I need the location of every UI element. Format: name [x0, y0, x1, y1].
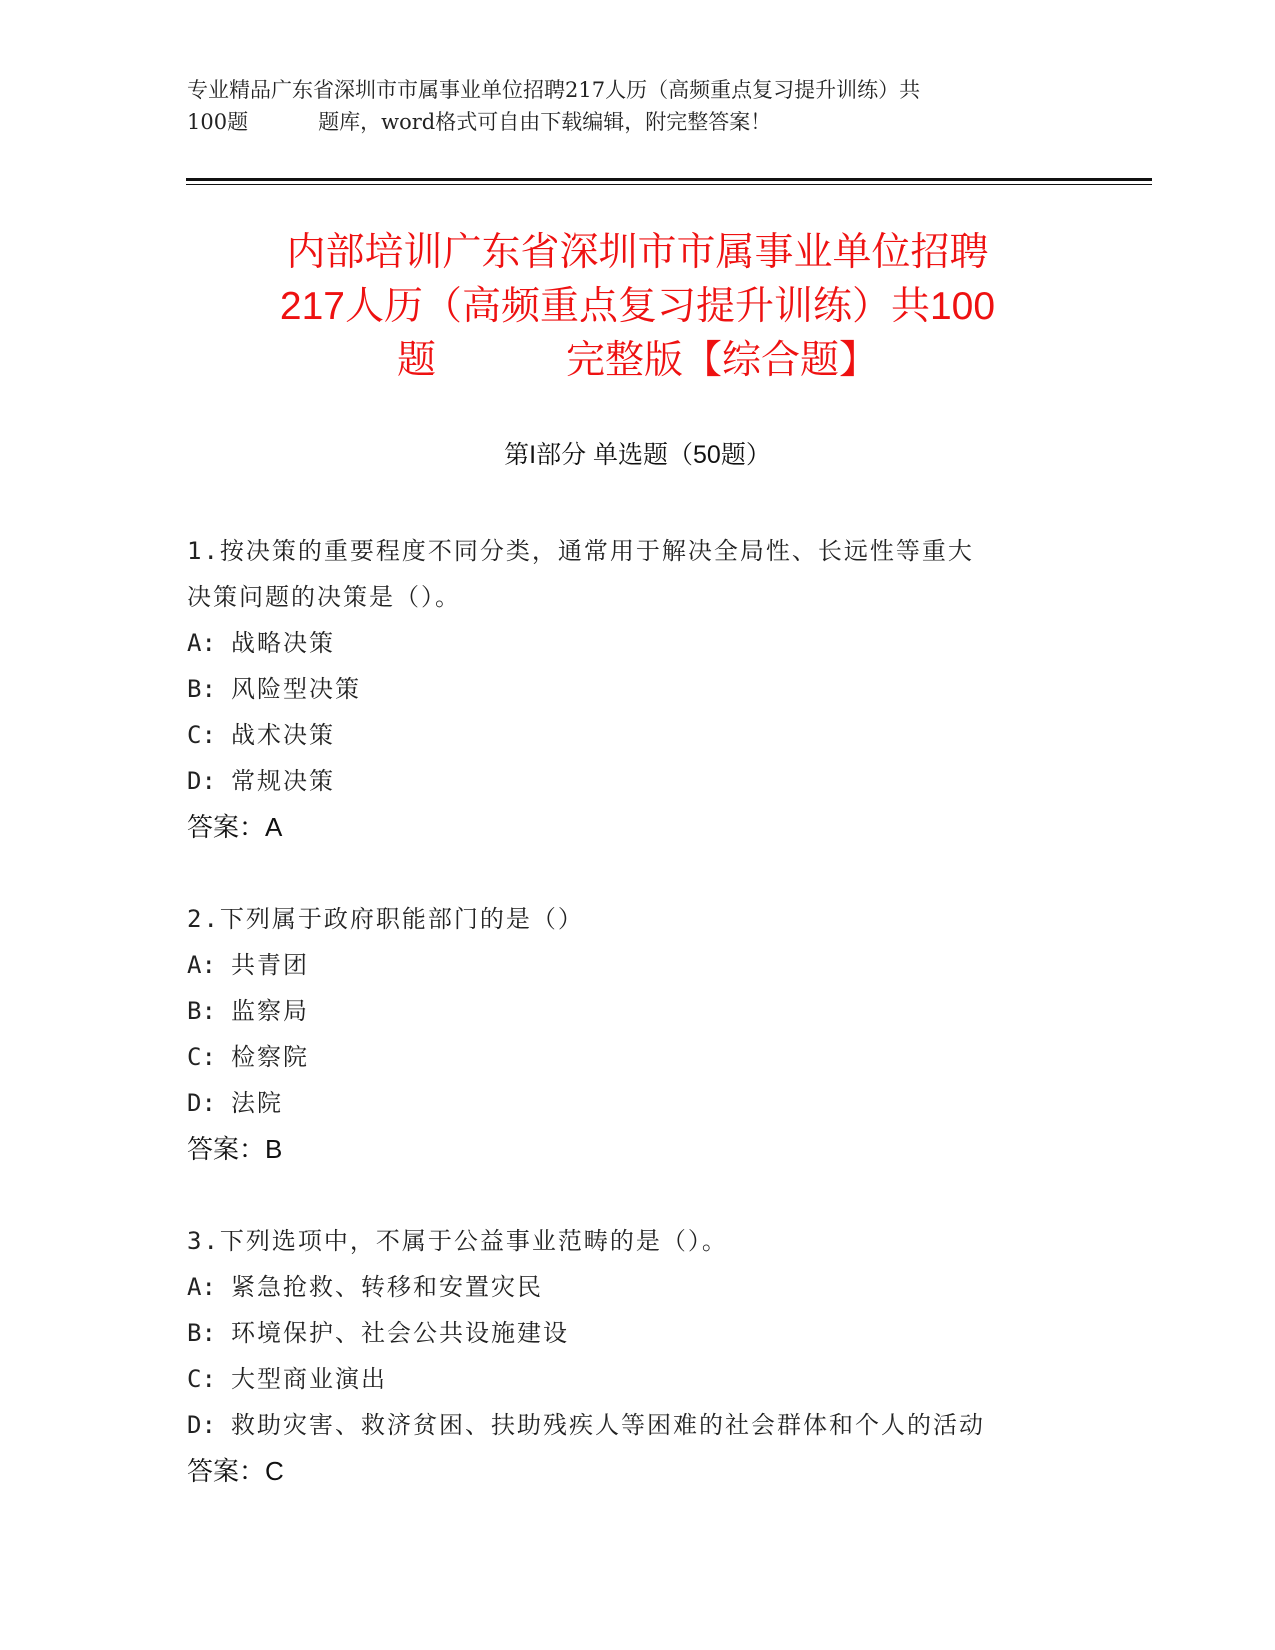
title-line-2: 217人历（高频重点复习提升训练）共100 — [279, 285, 996, 328]
option-letter: C: — [187, 1365, 216, 1393]
header-line-2-right: 题库，word格式可自由下载编辑，附完整答案！ — [318, 110, 772, 134]
option-b — [187, 666, 1087, 712]
option-c — [187, 712, 1087, 758]
answer-text: 答案：C — [187, 1456, 284, 1486]
page-header — [187, 74, 1067, 138]
header-divider-thin — [186, 184, 1152, 185]
option-letter: B: — [187, 1319, 216, 1347]
option-d — [187, 1402, 1087, 1448]
question-stem-line: 3.下列选项中，不属于公益事业范畴的是（）。 — [187, 1227, 728, 1255]
option-letter: A: — [187, 951, 216, 979]
option-text: 法院 — [231, 1089, 283, 1117]
option-text: 监察局 — [231, 997, 309, 1025]
option-a — [187, 620, 1087, 666]
title-line-3 — [150, 334, 1125, 388]
option-text: 风险型决策 — [231, 675, 361, 703]
section-heading: 第I部分 单选题（50题） — [504, 441, 771, 469]
option-c — [187, 1356, 1087, 1402]
title-line-3-right: 完整版【综合题】 — [566, 339, 879, 382]
option-text: 共青团 — [231, 951, 309, 979]
option-b — [187, 1310, 1087, 1356]
option-text: 战术决策 — [231, 721, 335, 749]
option-text: 环境保护、社会公共设施建设 — [231, 1319, 569, 1347]
option-text: 救助灾害、救济贫困、扶助残疾人等困难的社会群体和个人的活动 — [231, 1411, 985, 1439]
option-d — [187, 758, 1087, 804]
option-text: 大型商业演出 — [231, 1365, 387, 1393]
option-d — [187, 1080, 1087, 1126]
question-stem-line: 1.按决策的重要程度不同分类，通常用于解决全局性、长远性等重大 — [187, 537, 974, 565]
option-letter: D: — [187, 767, 216, 795]
question-list — [187, 528, 1087, 1540]
option-letter: D: — [187, 1089, 216, 1117]
document-title — [150, 226, 1125, 388]
option-c — [187, 1034, 1087, 1080]
option-text: 检察院 — [231, 1043, 309, 1071]
answer-text: 答案：A — [187, 812, 283, 842]
option-letter: A: — [187, 629, 216, 657]
option-text: 常规决策 — [231, 767, 335, 795]
header-divider-thick — [186, 178, 1152, 181]
option-letter: C: — [187, 721, 216, 749]
question-item — [187, 896, 1087, 1172]
option-letter: C: — [187, 1043, 216, 1071]
option-letter: B: — [187, 997, 216, 1025]
question-item — [187, 1218, 1087, 1494]
option-letter: B: — [187, 675, 216, 703]
question-item — [187, 528, 1087, 850]
title-line-1: 内部培训广东省深圳市市属事业单位招聘 — [286, 231, 989, 274]
header-line-1: 专业精品广东省深圳市市属事业单位招聘217人历（高频重点复习提升训练）共 — [187, 78, 921, 102]
title-line-3-left: 题 — [396, 339, 436, 382]
question-stem-line: 2.下列属于政府职能部门的是（） — [187, 905, 584, 933]
header-line-2-left: 100题 — [187, 110, 249, 134]
option-letter: A: — [187, 1273, 216, 1301]
option-b — [187, 988, 1087, 1034]
answer-text: 答案：B — [187, 1134, 283, 1164]
option-text: 紧急抢救、转移和安置灾民 — [231, 1273, 543, 1301]
option-letter: D: — [187, 1411, 216, 1439]
option-a — [187, 942, 1087, 988]
question-stem-line: 决策问题的决策是（）。 — [187, 583, 461, 611]
option-text: 战略决策 — [231, 629, 335, 657]
option-a — [187, 1264, 1087, 1310]
header-line-2 — [187, 106, 1067, 138]
